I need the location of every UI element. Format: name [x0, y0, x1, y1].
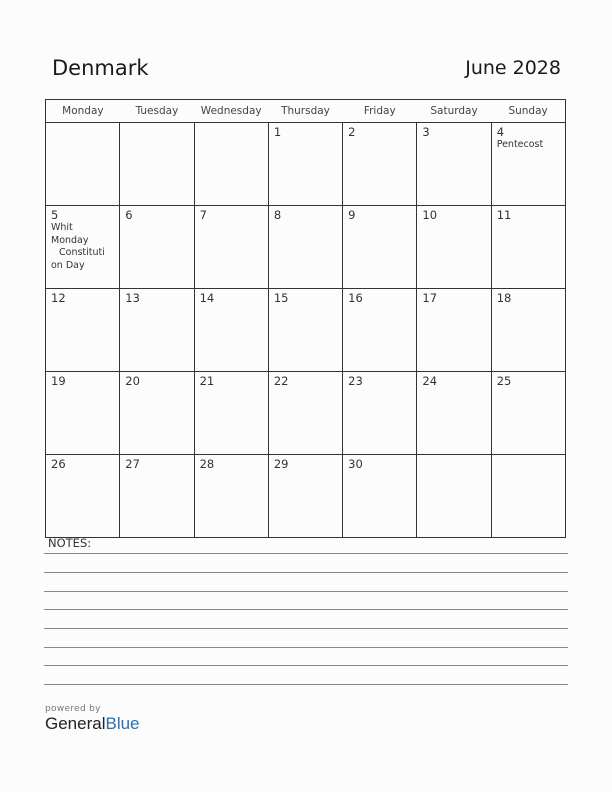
day-cell — [343, 289, 417, 372]
day-number: 10 — [422, 208, 438, 222]
day-number: 14 — [199, 291, 215, 305]
day-cell — [491, 123, 565, 206]
note-line — [44, 553, 568, 554]
day-number: 3 — [422, 125, 430, 139]
note-line — [44, 628, 568, 629]
day-cell — [268, 455, 342, 538]
weekday-header: Saturday — [417, 100, 491, 123]
day-cell — [417, 123, 491, 206]
day-cell — [491, 206, 565, 289]
week-row — [46, 289, 566, 372]
week-row — [46, 455, 566, 538]
weekday-header: Sunday — [491, 100, 565, 123]
day-cell — [268, 206, 342, 289]
day-number: 23 — [348, 374, 363, 388]
day-cell — [417, 372, 491, 455]
day-number: 4 — [496, 125, 505, 139]
weekday-header: Thursday — [268, 100, 342, 123]
brand-general: General — [45, 714, 106, 733]
day-cell — [120, 289, 194, 372]
day-number: 30 — [348, 457, 363, 471]
calendar-grid — [45, 99, 566, 538]
day-cell — [268, 289, 342, 372]
day-cell — [46, 206, 120, 289]
day-number: 11 — [496, 208, 512, 222]
day-number: 9 — [348, 208, 356, 222]
note-line — [44, 572, 568, 573]
week-row — [46, 372, 566, 455]
day-cell — [194, 206, 268, 289]
day-number: 20 — [125, 374, 140, 388]
day-cell — [120, 123, 194, 206]
day-number: 22 — [273, 374, 289, 388]
day-cell — [120, 372, 194, 455]
day-number: 24 — [422, 374, 438, 388]
holiday-label: Pentecost — [496, 139, 544, 150]
day-number: 2 — [348, 125, 356, 139]
day-number: 18 — [496, 291, 512, 305]
day-cell — [194, 372, 268, 455]
day-number: 21 — [199, 374, 215, 388]
day-cell — [491, 289, 565, 372]
brand-blue: Blue — [105, 714, 140, 733]
day-cell — [194, 289, 268, 372]
day-number: 5 — [51, 208, 59, 222]
day-cell — [343, 123, 417, 206]
day-cell — [46, 123, 120, 206]
day-cell — [46, 372, 120, 455]
day-cell — [268, 372, 342, 455]
notes-label: NOTES: — [48, 536, 92, 550]
day-number: 6 — [125, 208, 133, 222]
day-cell — [194, 455, 268, 538]
country-title: Denmark — [52, 56, 149, 80]
weekday-header-row — [46, 100, 566, 123]
day-number: 16 — [348, 291, 363, 305]
day-number: 17 — [422, 291, 438, 305]
day-number: 27 — [125, 457, 140, 471]
day-cell — [343, 455, 417, 538]
week-row — [46, 123, 566, 206]
day-number: 7 — [199, 208, 207, 222]
note-line — [44, 609, 568, 610]
day-cell — [417, 455, 491, 538]
generalblue-logo — [45, 704, 140, 734]
day-cell — [268, 123, 342, 206]
day-number: 28 — [199, 457, 215, 471]
day-cell — [46, 455, 120, 538]
day-number: 26 — [51, 457, 66, 471]
weekday-header: Friday — [343, 100, 417, 123]
day-number: 8 — [273, 208, 282, 222]
day-cell — [194, 123, 268, 206]
day-number: 15 — [273, 291, 289, 305]
day-cell — [417, 289, 491, 372]
day-cell — [417, 206, 491, 289]
note-line — [44, 684, 568, 685]
day-number: 13 — [125, 291, 140, 305]
day-number: 19 — [51, 374, 66, 388]
holiday-label: Constitution Day — [51, 247, 105, 271]
note-line — [44, 647, 568, 648]
day-cell — [343, 206, 417, 289]
holiday-label: Whit Monday — [51, 222, 89, 246]
day-number: 12 — [51, 291, 66, 305]
note-line — [44, 665, 568, 666]
day-cell — [46, 289, 120, 372]
weekday-header: Monday — [46, 100, 120, 123]
day-number: 25 — [496, 374, 512, 388]
powered-by-text: powered by — [45, 704, 101, 714]
day-cell — [491, 455, 565, 538]
weekday-header: Tuesday — [120, 100, 194, 123]
day-cell — [120, 455, 194, 538]
brand-name — [45, 714, 140, 734]
weekday-header: Wednesday — [194, 100, 268, 123]
day-number: 29 — [273, 457, 289, 471]
day-cell — [491, 372, 565, 455]
day-number: 1 — [273, 125, 282, 139]
week-row — [46, 206, 566, 289]
note-line — [44, 591, 568, 592]
day-cell — [120, 206, 194, 289]
day-cell — [343, 372, 417, 455]
month-title: June 2028 — [465, 57, 561, 79]
